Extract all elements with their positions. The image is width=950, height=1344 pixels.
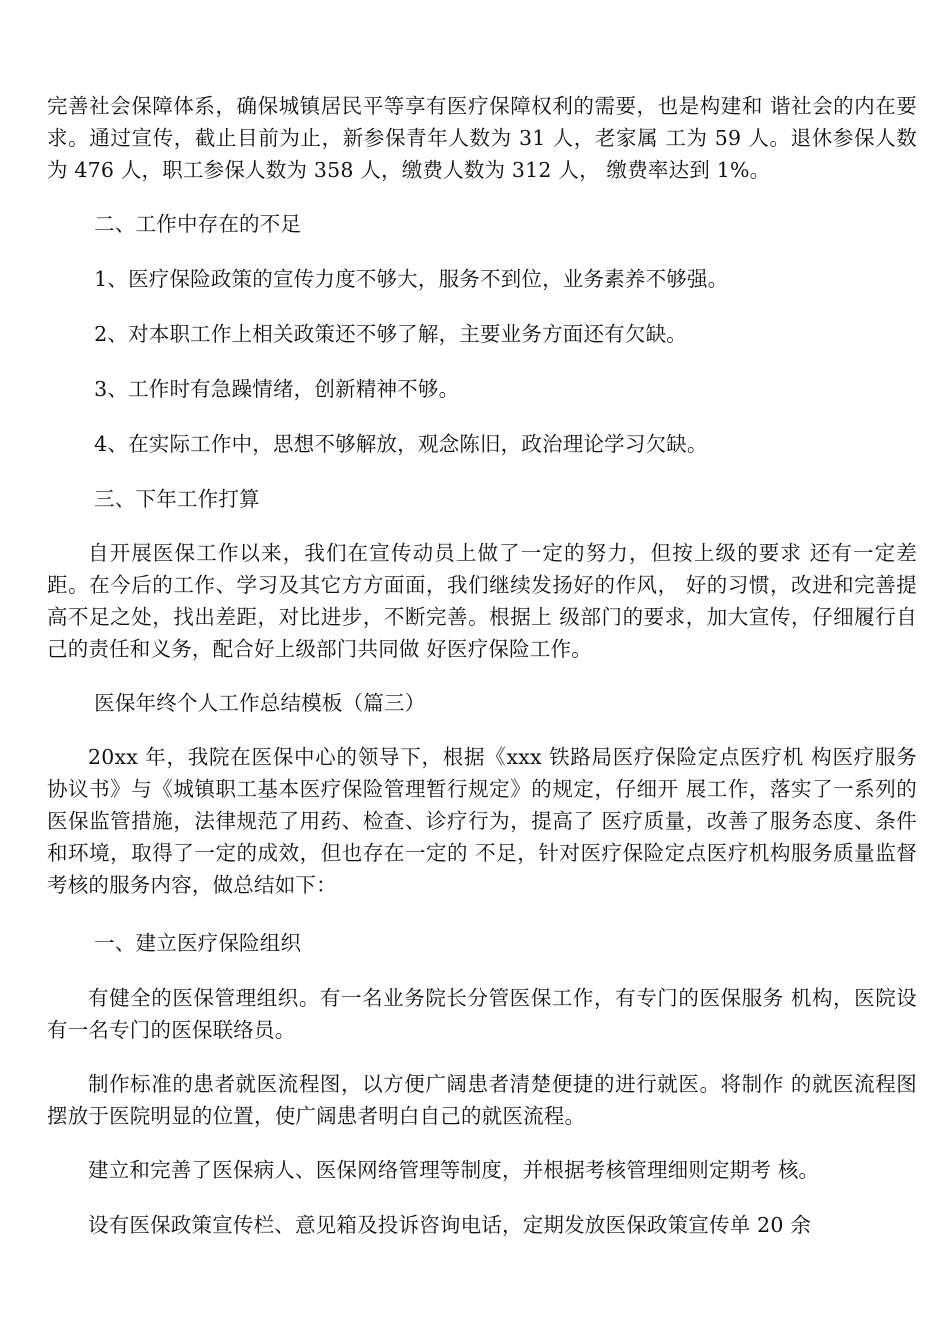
paragraph-flowchart: 制作标准的患者就医流程图，以方便广阔患者清楚便捷的进行就医。将制作 的就医流程图摆放于医院明显的位置，使广阔患者明白自己的就医流程。 (47, 1072, 917, 1128)
list-item-shortcoming-3: 3、工作时有急躁情绪，创新精神不够。 (94, 377, 460, 401)
list-item-shortcoming-2: 2、对本职工作上相关政策还不够了解，主要业务方面还有欠缺。 (94, 322, 687, 346)
paragraph-next-year-plan: 自开展医保工作以来，我们在宣传动员上做了一定的努力，但按上级的要求 还有一定差距。在今后的工作、学习及其它方方面面，我们继续发扬好的作风， 好的习惯，改进和完善提高不足之处，找出差距，对比进步，不断完善。根据上 级部门的要求，加大宣传，仔细履行自己的责任和义务，配合好上级部门共同做 好医疗保险工作。 (47, 541, 917, 661)
heading-next-year-plan: 三、下年工作打算 (94, 487, 260, 511)
list-item-shortcoming-4: 4、在实际工作中，思想不够解放，观念陈旧，政治理论学习欠缺。 (94, 432, 708, 456)
paragraph-management-organization: 有健全的医保管理组织。有一名业务院长分管医保工作，有专门的医保服务 机构，医院设有一名专门的医保联络员。 (47, 986, 917, 1042)
heading-establish-organization: 一、建立医疗保险组织 (94, 931, 302, 955)
paragraph-regulations: 建立和完善了医保病人、医保网络管理等制度，并根据考核管理细则定期考 核。 (88, 1158, 820, 1182)
paragraph-intro: 完善社会保障体系，确保城镇居民平等享有医疗保障权利的需要，也是构建和 谐社会的内在要求。通过宣传，截止目前为止，新参保青年人数为 31 人，老家属 工为 59 人。退休参保人数为 476 人，职工参保人数为 358 人，缴费人数为 312 人， 缴费率达到 1%。 (47, 94, 917, 182)
document-page (47, 90, 917, 1241)
paragraph-publicity: 设有医保政策宣传栏、意见箱及投诉咨询电话，定期发放医保政策宣传单 20 余 (88, 1213, 812, 1237)
list-item-shortcoming-1: 1、医疗保险政策的宣传力度不够大，服务不到位，业务素养不够强。 (94, 267, 729, 291)
heading-shortcomings: 二、工作中存在的不足 (94, 212, 302, 236)
heading-template-part-3: 医保年终个人工作总结模板（篇三） (94, 691, 426, 715)
paragraph-annual-summary: 20xx 年，我院在医保中心的领导下，根据《xxx 铁路局医疗保险定点医疗机 构医疗服务协议书》与《城镇职工基本医疗保险管理暂行规定》的规定，仔细开 展工作，落实了一系列的医保监管措施，法律规范了用药、检查、诊疗行为，提高了 医疗质量，改善了服务态度、条件和环境，取得了一定的成效，但也存在一定的 不足，针对医疗保险定点医疗机构服务质量监督考核的服务内容，做总结如下： (47, 745, 917, 897)
